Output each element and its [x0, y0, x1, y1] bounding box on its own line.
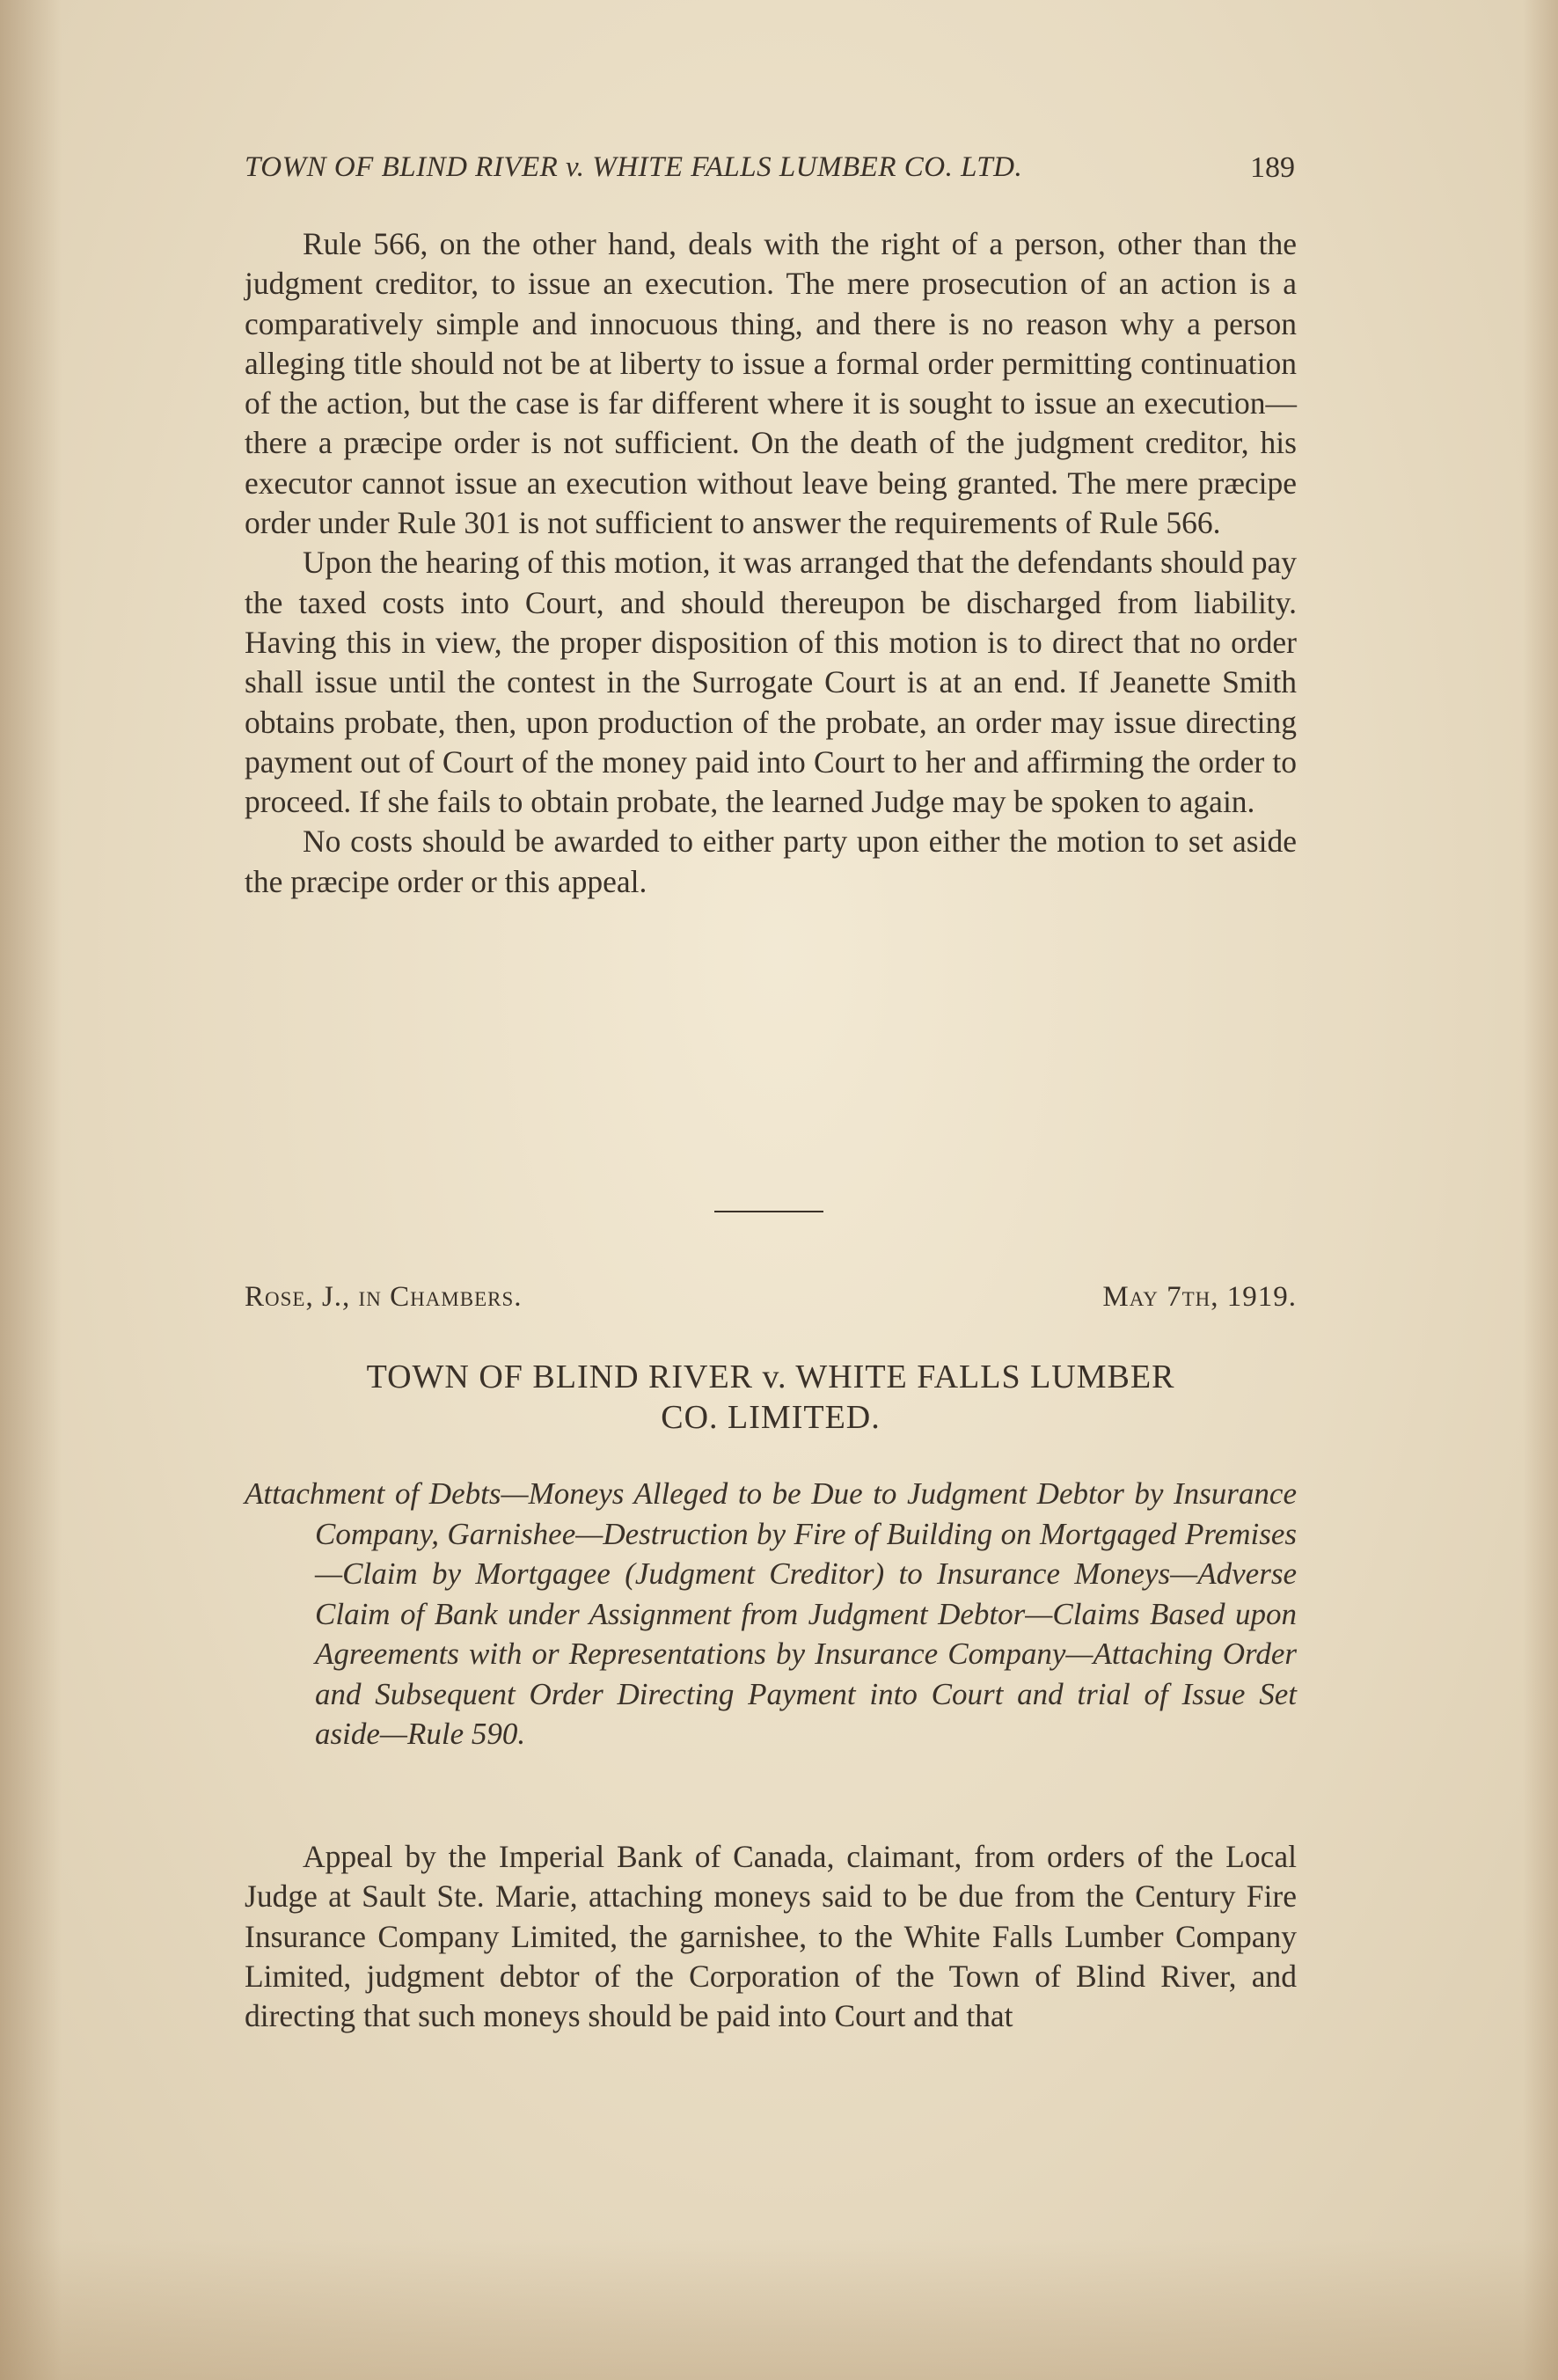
paragraph: Rule 566, on the other hand, deals with the right of a person, other than the judgment creditor, to issue an execution. The mere prosecution of an action is a comparatively simple and innocuous thing, and there is no reason why a person alleging title should not be at liberty to issue a formal order permitting continuation of the action, but the case is far different where it is sought to issue an execution—there a præcipe order is not sufficient. On the death of the judgment creditor, his executor cannot issue an execution without leave being granted. The mere præcipe order under Rule 301 is not sufficient to answer the requirements of Rule 566. [245, 226, 1297, 541]
case-title-line: CO. LIMITED. [661, 1399, 881, 1436]
paragraph: Upon the hearing of this motion, it was arranged that the defendants should pay the taxed costs into Court, and should thereupon be discharged from liability. Having this in view, the proper disposition of this motion is to direct that no order shall issue until the contest in the Surrogate Court is at an end. If Jeanette Smith obtains probate, then, upon production of the probate, an order may issue directing payment out of Court of the money paid into Court to her and affirming the order to proceed. If she fails to obtain probate, the learned Judge may be spoken to again. [245, 545, 1297, 820]
running-head [245, 151, 1295, 195]
case-header [245, 1281, 1297, 1320]
headnote: Attachment of Debts—Moneys Alleged to be Due to Judgment Debtor by Insurance Company, Garnishee—Destruction by Fire of Building on Mortgaged Premises—Claim by Mortgagee (Judgment Creditor) to Insurance Moneys—Adverse Claim of Bank under Assignment from Judgment Debtor—Claims Based upon Agreements with or Representations by Insurance Company—Attaching Order and Subsequent Order Directing Payment into Court and trial of Issue Set aside—Rule 590. [245, 1476, 1297, 1751]
judge-line: Rose, J., in Chambers. [245, 1281, 523, 1313]
page-edge-shadow-left [0, 0, 62, 2380]
page-number: 189 [1250, 151, 1295, 184]
case-title-line: TOWN OF BLIND RIVER v. WHITE FALLS LUMBER [366, 1358, 1175, 1395]
page-edge-shadow-right [1523, 0, 1558, 2380]
running-head-title: TOWN OF BLIND RIVER v. WHITE FALLS LUMBER CO. LTD. [245, 151, 1023, 183]
opinion-text-bottom [245, 1837, 1297, 2036]
paragraph: Appeal by the Imperial Bank of Canada, claimant, from orders of the Local Judge at Sault Ste. Marie, attaching moneys said to be due from the Century Fire Insurance Company Limited, the garnishee, to the White Falls Lumber Company Limited, judgment debtor of the Corporation of the Town of Blind River, and directing that such moneys should be paid into Court and that [245, 1839, 1297, 2034]
case-title [245, 1357, 1297, 1438]
decision-date: May 7th, 1919. [1102, 1281, 1297, 1313]
page-edge-shadow-bottom [0, 2239, 1558, 2380]
paragraph: No costs should be awarded to either party upon either the motion to set aside the præcipe order or this appeal. [245, 824, 1297, 899]
section-divider [714, 1211, 823, 1212]
opinion-text-top [245, 224, 1297, 902]
